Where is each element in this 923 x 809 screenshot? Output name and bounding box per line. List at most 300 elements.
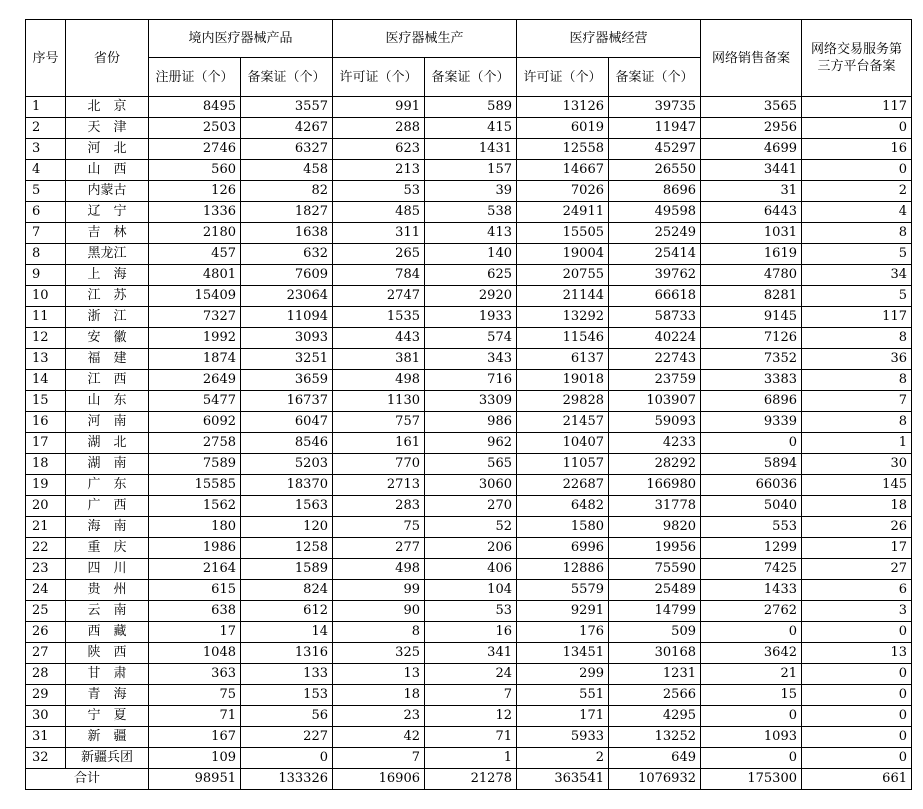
cell-value: 166980 (609, 475, 701, 496)
cell-value: 2 (802, 181, 912, 202)
cell-value: 3309 (425, 391, 517, 412)
cell-value: 13 (802, 643, 912, 664)
cell-value: 962 (425, 433, 517, 454)
cell-value: 31778 (609, 496, 701, 517)
cell-province: 河 北 (66, 139, 149, 160)
total-value: 661 (802, 769, 912, 790)
cell-value: 25249 (609, 223, 701, 244)
cell-value: 23759 (609, 370, 701, 391)
cell-value: 415 (425, 118, 517, 139)
cell-no: 28 (26, 664, 66, 685)
cell-value: 2566 (609, 685, 701, 706)
header-group-operation: 医疗器械经营 (517, 20, 701, 58)
cell-value: 283 (333, 496, 425, 517)
cell-value: 6482 (517, 496, 609, 517)
cell-value: 117 (802, 97, 912, 118)
cell-value: 8495 (149, 97, 241, 118)
cell-province: 广 西 (66, 496, 149, 517)
cell-value: 11546 (517, 328, 609, 349)
table-row (26, 307, 912, 328)
cell-value: 0 (802, 748, 912, 769)
cell-value: 29828 (517, 391, 609, 412)
cell-value: 716 (425, 370, 517, 391)
cell-value: 206 (425, 538, 517, 559)
cell-value: 5 (802, 286, 912, 307)
cell-value: 1048 (149, 643, 241, 664)
cell-value: 103907 (609, 391, 701, 412)
cell-value: 4 (802, 202, 912, 223)
cell-value: 7352 (701, 349, 802, 370)
cell-no: 15 (26, 391, 66, 412)
cell-value: 23 (333, 706, 425, 727)
cell-no: 10 (26, 286, 66, 307)
cell-value: 25489 (609, 580, 701, 601)
table-row (26, 181, 912, 202)
cell-value: 0 (701, 622, 802, 643)
cell-province: 新疆兵团 (66, 748, 149, 769)
cell-value: 270 (425, 496, 517, 517)
cell-province: 云 南 (66, 601, 149, 622)
cell-value: 498 (333, 559, 425, 580)
table-row (26, 412, 912, 433)
cell-value: 0 (802, 118, 912, 139)
cell-value: 171 (517, 706, 609, 727)
cell-value: 15505 (517, 223, 609, 244)
cell-value: 11947 (609, 118, 701, 139)
cell-province: 天 津 (66, 118, 149, 139)
cell-value: 39 (425, 181, 517, 202)
cell-value: 498 (333, 370, 425, 391)
cell-value: 5203 (241, 454, 333, 475)
cell-province: 北 京 (66, 97, 149, 118)
cell-no: 14 (26, 370, 66, 391)
cell-value: 1535 (333, 307, 425, 328)
cell-value: 458 (241, 160, 333, 181)
cell-value: 1827 (241, 202, 333, 223)
cell-value: 40224 (609, 328, 701, 349)
total-value: 16906 (333, 769, 425, 790)
cell-value: 3093 (241, 328, 333, 349)
cell-value: 31 (701, 181, 802, 202)
cell-value: 23064 (241, 286, 333, 307)
cell-value: 7126 (701, 328, 802, 349)
total-value: 363541 (517, 769, 609, 790)
cell-province: 贵 州 (66, 580, 149, 601)
cell-no: 19 (26, 475, 66, 496)
cell-value: 509 (609, 622, 701, 643)
cell-value: 6996 (517, 538, 609, 559)
cell-value: 58733 (609, 307, 701, 328)
cell-value: 4780 (701, 265, 802, 286)
cell-value: 3441 (701, 160, 802, 181)
cell-value: 1031 (701, 223, 802, 244)
cell-value: 1589 (241, 559, 333, 580)
cell-province: 内蒙古 (66, 181, 149, 202)
cell-province: 山 东 (66, 391, 149, 412)
cell-no: 30 (26, 706, 66, 727)
header-online-sales: 网络销售备案 (701, 20, 802, 97)
cell-value: 1 (802, 433, 912, 454)
cell-value: 565 (425, 454, 517, 475)
header-no: 序号 (26, 20, 66, 97)
cell-value: 49598 (609, 202, 701, 223)
cell-value: 75 (149, 685, 241, 706)
cell-province: 宁 夏 (66, 706, 149, 727)
table-row (26, 454, 912, 475)
cell-value: 6443 (701, 202, 802, 223)
cell-value: 21457 (517, 412, 609, 433)
cell-value: 6 (802, 580, 912, 601)
cell-no: 26 (26, 622, 66, 643)
cell-value: 2920 (425, 286, 517, 307)
cell-value: 4699 (701, 139, 802, 160)
cell-value: 75 (333, 517, 425, 538)
cell-value: 6137 (517, 349, 609, 370)
cell-value: 299 (517, 664, 609, 685)
table-row (26, 538, 912, 559)
header-group-production: 医疗器械生产 (333, 20, 517, 58)
cell-value: 3251 (241, 349, 333, 370)
cell-value: 2758 (149, 433, 241, 454)
cell-value: 12558 (517, 139, 609, 160)
cell-value: 0 (802, 727, 912, 748)
cell-value: 2713 (333, 475, 425, 496)
cell-value: 26550 (609, 160, 701, 181)
cell-value: 589 (425, 97, 517, 118)
cell-value: 13126 (517, 97, 609, 118)
cell-value: 15585 (149, 475, 241, 496)
cell-no: 12 (26, 328, 66, 349)
cell-value: 2503 (149, 118, 241, 139)
cell-value: 39762 (609, 265, 701, 286)
cell-value: 6327 (241, 139, 333, 160)
table-row (26, 706, 912, 727)
cell-province: 广 东 (66, 475, 149, 496)
total-value: 98951 (149, 769, 241, 790)
total-row (26, 769, 912, 790)
cell-value: 5894 (701, 454, 802, 475)
cell-value: 4295 (609, 706, 701, 727)
cell-value: 8 (802, 328, 912, 349)
cell-value: 991 (333, 97, 425, 118)
cell-province: 江 西 (66, 370, 149, 391)
cell-province: 安 徽 (66, 328, 149, 349)
cell-province: 吉 林 (66, 223, 149, 244)
cell-value: 16737 (241, 391, 333, 412)
cell-value: 21144 (517, 286, 609, 307)
cell-value: 52 (425, 517, 517, 538)
cell-province: 湖 北 (66, 433, 149, 454)
table-row (26, 664, 912, 685)
table-row (26, 328, 912, 349)
table-row (26, 580, 912, 601)
cell-value: 14 (241, 622, 333, 643)
cell-no: 2 (26, 118, 66, 139)
cell-value: 26 (802, 517, 912, 538)
cell-value: 638 (149, 601, 241, 622)
cell-value: 24 (425, 664, 517, 685)
cell-value: 0 (701, 748, 802, 769)
cell-value: 457 (149, 244, 241, 265)
table-row (26, 601, 912, 622)
total-value: 21278 (425, 769, 517, 790)
cell-value: 167 (149, 727, 241, 748)
cell-value: 161 (333, 433, 425, 454)
cell-value: 13 (333, 664, 425, 685)
cell-province: 江 苏 (66, 286, 149, 307)
cell-value: 1992 (149, 328, 241, 349)
cell-value: 28292 (609, 454, 701, 475)
cell-no: 8 (26, 244, 66, 265)
cell-value: 824 (241, 580, 333, 601)
header-group-domestic: 境内医疗器械产品 (149, 20, 333, 58)
cell-value: 14799 (609, 601, 701, 622)
cell-value: 145 (802, 475, 912, 496)
cell-value: 15 (701, 685, 802, 706)
table-row (26, 97, 912, 118)
table-row (26, 748, 912, 769)
cell-value: 311 (333, 223, 425, 244)
table-row (26, 244, 912, 265)
header-prod-license: 许可证（个） (333, 58, 425, 97)
table-row (26, 118, 912, 139)
cell-value: 615 (149, 580, 241, 601)
table-row (26, 139, 912, 160)
cell-value: 381 (333, 349, 425, 370)
cell-value: 13451 (517, 643, 609, 664)
cell-no: 5 (26, 181, 66, 202)
cell-value: 8 (802, 370, 912, 391)
cell-no: 4 (26, 160, 66, 181)
cell-no: 16 (26, 412, 66, 433)
cell-no: 3 (26, 139, 66, 160)
cell-province: 福 建 (66, 349, 149, 370)
cell-value: 19956 (609, 538, 701, 559)
cell-value: 649 (609, 748, 701, 769)
cell-value: 21 (701, 664, 802, 685)
cell-value: 1336 (149, 202, 241, 223)
cell-value: 104 (425, 580, 517, 601)
cell-province: 黑龙江 (66, 244, 149, 265)
cell-value: 8696 (609, 181, 701, 202)
cell-value: 3642 (701, 643, 802, 664)
cell-value: 6019 (517, 118, 609, 139)
cell-value: 140 (425, 244, 517, 265)
cell-value: 7 (333, 748, 425, 769)
cell-value: 784 (333, 265, 425, 286)
cell-value: 9145 (701, 307, 802, 328)
cell-value: 770 (333, 454, 425, 475)
cell-value: 227 (241, 727, 333, 748)
cell-value: 343 (425, 349, 517, 370)
header-province: 省份 (66, 20, 149, 97)
cell-no: 21 (26, 517, 66, 538)
cell-no: 27 (26, 643, 66, 664)
cell-value: 0 (802, 664, 912, 685)
cell-value: 176 (517, 622, 609, 643)
header-third-party: 网络交易服务第三方平台备案 (802, 20, 912, 97)
cell-value: 126 (149, 181, 241, 202)
cell-value: 1580 (517, 517, 609, 538)
cell-value: 1563 (241, 496, 333, 517)
cell-no: 32 (26, 748, 66, 769)
cell-value: 19004 (517, 244, 609, 265)
cell-no: 31 (26, 727, 66, 748)
cell-value: 7 (425, 685, 517, 706)
cell-value: 56 (241, 706, 333, 727)
total-value: 1076932 (609, 769, 701, 790)
cell-value: 7327 (149, 307, 241, 328)
cell-no: 9 (26, 265, 66, 286)
cell-province: 甘 肃 (66, 664, 149, 685)
cell-value: 5933 (517, 727, 609, 748)
cell-value: 612 (241, 601, 333, 622)
cell-no: 1 (26, 97, 66, 118)
cell-value: 0 (701, 706, 802, 727)
cell-value: 277 (333, 538, 425, 559)
cell-value: 99 (333, 580, 425, 601)
cell-value: 8281 (701, 286, 802, 307)
cell-value: 325 (333, 643, 425, 664)
table-container (25, 19, 912, 790)
cell-value: 16 (802, 139, 912, 160)
cell-value: 117 (802, 307, 912, 328)
cell-value: 1299 (701, 538, 802, 559)
cell-value: 3060 (425, 475, 517, 496)
cell-value: 9291 (517, 601, 609, 622)
cell-value: 153 (241, 685, 333, 706)
cell-province: 陕 西 (66, 643, 149, 664)
cell-value: 1619 (701, 244, 802, 265)
cell-value: 6896 (701, 391, 802, 412)
cell-value: 986 (425, 412, 517, 433)
cell-value: 7 (802, 391, 912, 412)
cell-value: 2 (517, 748, 609, 769)
cell-value: 4233 (609, 433, 701, 454)
cell-value: 1638 (241, 223, 333, 244)
cell-value: 553 (701, 517, 802, 538)
cell-value: 574 (425, 328, 517, 349)
cell-value: 3565 (701, 97, 802, 118)
cell-province: 青 海 (66, 685, 149, 706)
cell-province: 四 川 (66, 559, 149, 580)
cell-value: 0 (802, 685, 912, 706)
table-row (26, 349, 912, 370)
cell-value: 24911 (517, 202, 609, 223)
cell-value: 2180 (149, 223, 241, 244)
cell-value: 560 (149, 160, 241, 181)
table-row (26, 202, 912, 223)
cell-value: 757 (333, 412, 425, 433)
cell-no: 11 (26, 307, 66, 328)
cell-value: 1562 (149, 496, 241, 517)
header-op-filing: 备案证（个） (609, 58, 701, 97)
cell-province: 湖 南 (66, 454, 149, 475)
cell-value: 443 (333, 328, 425, 349)
cell-value: 59093 (609, 412, 701, 433)
cell-value: 82 (241, 181, 333, 202)
cell-value: 0 (802, 706, 912, 727)
cell-value: 6047 (241, 412, 333, 433)
cell-value: 109 (149, 748, 241, 769)
cell-value: 180 (149, 517, 241, 538)
cell-value: 2747 (333, 286, 425, 307)
cell-no: 25 (26, 601, 66, 622)
cell-value: 66036 (701, 475, 802, 496)
cell-value: 4801 (149, 265, 241, 286)
cell-value: 14667 (517, 160, 609, 181)
cell-value: 17 (149, 622, 241, 643)
cell-value: 11057 (517, 454, 609, 475)
cell-value: 0 (802, 622, 912, 643)
cell-value: 551 (517, 685, 609, 706)
cell-province: 山 西 (66, 160, 149, 181)
cell-province: 重 庆 (66, 538, 149, 559)
cell-value: 3383 (701, 370, 802, 391)
cell-value: 2762 (701, 601, 802, 622)
cell-value: 15409 (149, 286, 241, 307)
cell-value: 5477 (149, 391, 241, 412)
cell-province: 上 海 (66, 265, 149, 286)
cell-value: 11094 (241, 307, 333, 328)
cell-province: 海 南 (66, 517, 149, 538)
header-prod-filing: 备案证（个） (425, 58, 517, 97)
table-row (26, 559, 912, 580)
cell-value: 30168 (609, 643, 701, 664)
cell-value: 3 (802, 601, 912, 622)
cell-value: 623 (333, 139, 425, 160)
cell-no: 17 (26, 433, 66, 454)
cell-value: 0 (241, 748, 333, 769)
total-value: 175300 (701, 769, 802, 790)
cell-value: 265 (333, 244, 425, 265)
total-value: 133326 (241, 769, 333, 790)
total-label: 合计 (26, 769, 149, 790)
table-row (26, 685, 912, 706)
cell-value: 341 (425, 643, 517, 664)
cell-value: 19018 (517, 370, 609, 391)
cell-value: 1130 (333, 391, 425, 412)
cell-value: 8 (333, 622, 425, 643)
cell-value: 17 (802, 538, 912, 559)
cell-value: 213 (333, 160, 425, 181)
table-row (26, 223, 912, 244)
cell-value: 53 (425, 601, 517, 622)
cell-value: 12 (425, 706, 517, 727)
cell-value: 133 (241, 664, 333, 685)
cell-value: 45297 (609, 139, 701, 160)
cell-value: 1258 (241, 538, 333, 559)
table-row (26, 391, 912, 412)
cell-value: 5 (802, 244, 912, 265)
cell-value: 30 (802, 454, 912, 475)
cell-province: 浙 江 (66, 307, 149, 328)
table-row (26, 496, 912, 517)
cell-value: 53 (333, 181, 425, 202)
cell-value: 0 (802, 160, 912, 181)
cell-value: 7589 (149, 454, 241, 475)
cell-value: 413 (425, 223, 517, 244)
cell-value: 18 (802, 496, 912, 517)
cell-value: 36 (802, 349, 912, 370)
table-row (26, 622, 912, 643)
cell-value: 9820 (609, 517, 701, 538)
cell-value: 1093 (701, 727, 802, 748)
cell-value: 632 (241, 244, 333, 265)
cell-value: 90 (333, 601, 425, 622)
cell-value: 2649 (149, 370, 241, 391)
cell-province: 新 疆 (66, 727, 149, 748)
